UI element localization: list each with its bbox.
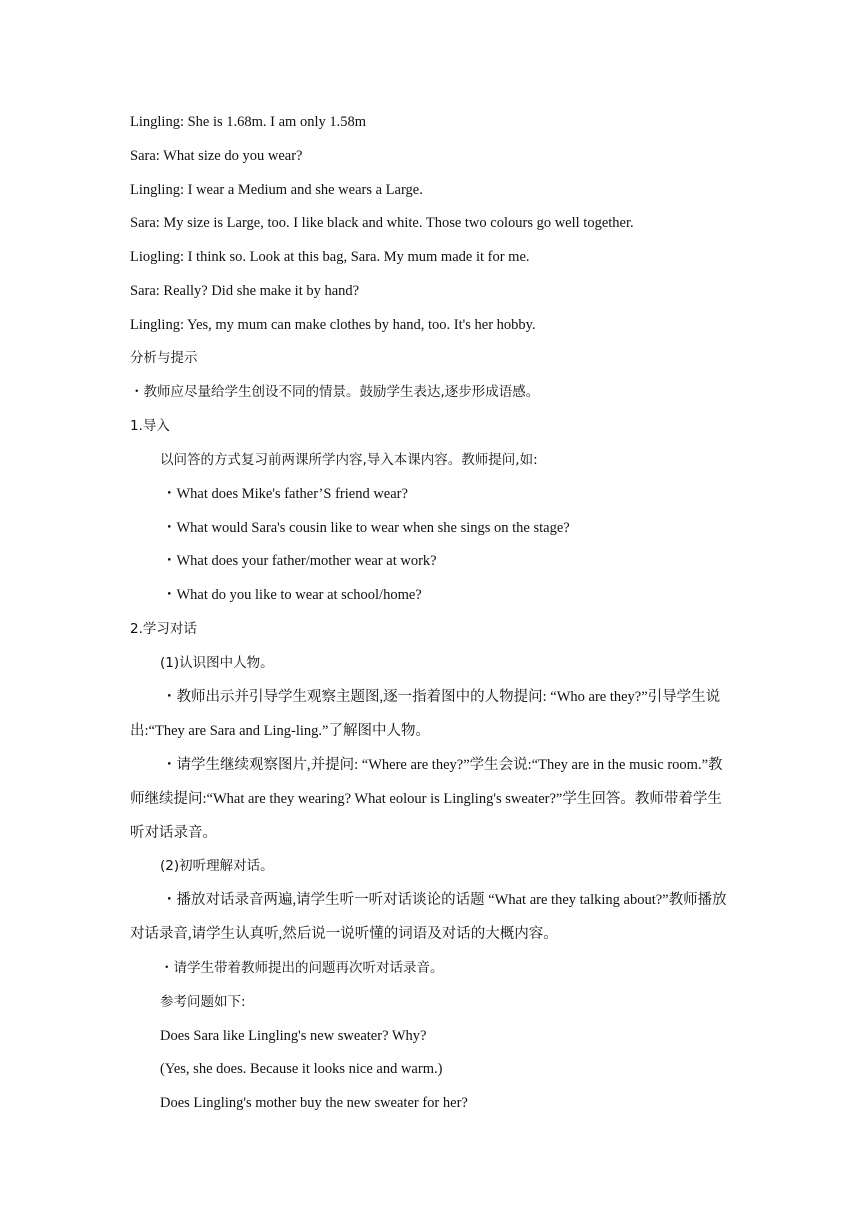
ref-line: (Yes, she does. Because it looks nice and warm.) — [160, 1061, 443, 1077]
dialogue-line: Liogling: I think so. Look at this bag, Sara. My mum made it for me. — [130, 249, 530, 265]
ref-line: Does Sara like Lingling's new sweater? Why? — [160, 1028, 427, 1044]
step1-question: ・What would Sara's cousin like to wear when she sings on the stage? — [162, 520, 570, 536]
step2-sub2: (2)初听理解对话。 — [160, 858, 274, 874]
step2-para2 — [130, 748, 732, 850]
step2-para3 — [130, 883, 732, 951]
analysis-tip: ・教师应尽量给学生创设不同的情景。鼓励学生表达,逐步形成语感。 — [130, 384, 540, 400]
ref-heading: 参考问题如下: — [160, 994, 246, 1010]
dialogue-line: Sara: Really? Did she make it by hand? — [130, 283, 360, 299]
step2-para3-text: ・播放对话录音两遍,请学生听一听对话谈论的话题 “What are they talking about?”教师播放对话录音,请学生认真听,然后说一说听懂的词语及对话的大概内容。 — [130, 892, 727, 942]
step1-question: ・What does Mike's father’S friend wear? — [162, 486, 408, 502]
step2-para1 — [130, 680, 732, 748]
dialogue-line: Sara: My size is Large, too. I like black and white. Those two colours go well together. — [130, 215, 634, 231]
ref-line: Does Lingling's mother buy the new sweater for her? — [160, 1095, 468, 1111]
step2-para1-text: ・教师出示并引导学生观察主题图,逐一指着图中的人物提问: “Who are they?”引导学生说出:“They are Sara and Ling-ling.”了解图中人物。 — [130, 689, 721, 739]
dialogue-line: Lingling: Yes, my mum can make clothes by hand, too. It's her hobby. — [130, 317, 536, 333]
step2-para2-text: ・请学生继续观察图片,并提问: “Where are they?”学生会说:“They are in the music room.”教师继续提问:“What are they wearing? What eolour is Lingling's sweater?”学生回答。教师带着学生听对话录音。 — [130, 757, 723, 841]
step1-intro: 以问答的方式复习前两课所学内容,导入本课内容。教师提问,如: — [160, 452, 538, 468]
step2-sub1: (1)认识图中人物。 — [160, 655, 274, 671]
step2-heading: 2.学习对话 — [130, 621, 197, 637]
dialogue-line: Lingling: I wear a Medium and she wears a Large. — [130, 182, 423, 198]
step1-heading: 1.导入 — [130, 418, 170, 434]
step2-para4: ・请学生带着教师提出的问题再次听对话录音。 — [160, 960, 444, 976]
dialogue-line: Lingling: She is 1.68m. I am only 1.58m — [130, 114, 367, 130]
analysis-heading: 分析与提示 — [130, 350, 198, 366]
dialogue-line: Sara: What size do you wear? — [130, 148, 303, 164]
step1-question: ・What does your father/mother wear at work? — [162, 553, 437, 569]
step1-question: ・What do you like to wear at school/home? — [162, 587, 422, 603]
